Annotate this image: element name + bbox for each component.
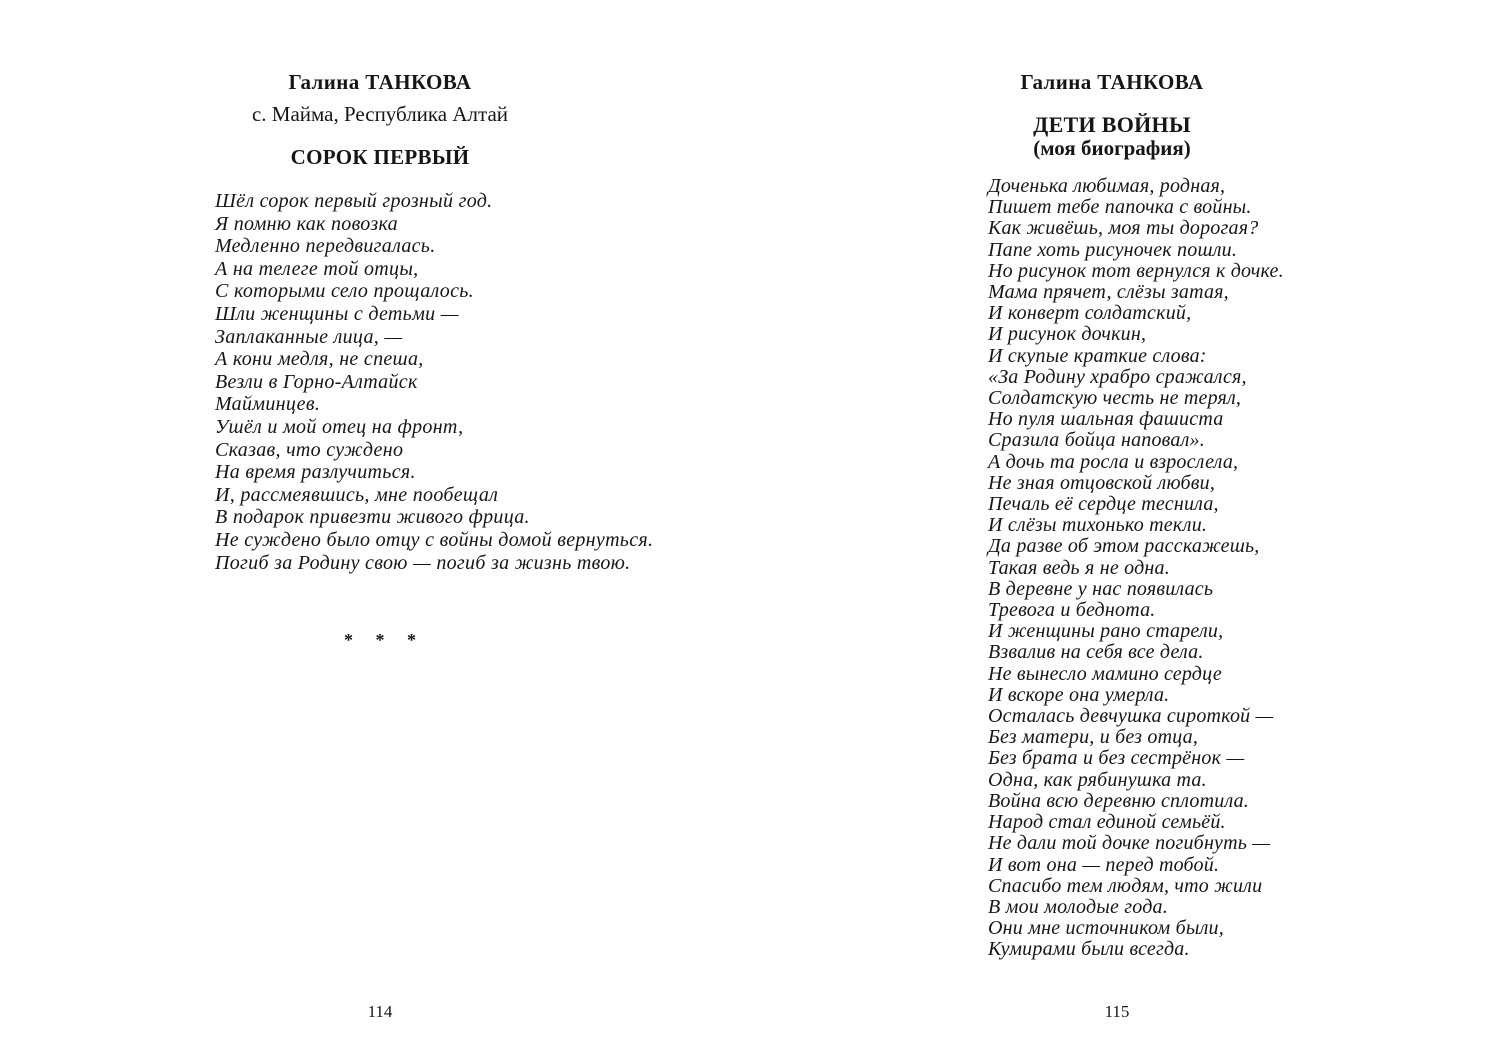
poem-line: И конверт солдатский,: [988, 302, 1192, 325]
page-number-right: 115: [1104, 1002, 1130, 1021]
poem-line: Мама прячет, слёзы затая,: [988, 281, 1229, 304]
poem-line: Я помню как повозка: [215, 212, 398, 235]
poem-line: Не суждено было отцу с войны домой вернуться.: [215, 528, 654, 551]
poem-line: И вот она — перед тобой.: [988, 853, 1220, 876]
poem-line: Без брата и без сестрёнок —: [988, 747, 1245, 770]
poem-line: Война всю деревню сплотила.: [988, 789, 1250, 812]
poem-line: Майминцев.: [215, 393, 321, 416]
poem-line: Погиб за Родину свою — погиб за жизнь твою.: [215, 551, 631, 574]
poem-line: Народ стал единой семьёй.: [988, 811, 1226, 834]
poem-line: А на телеге той отцы,: [215, 257, 419, 280]
poem-line: Шли женщины с детьми —: [215, 302, 459, 325]
poem-line: «За Родину храбро сражался,: [988, 365, 1247, 388]
poem-line: Осталась девчушка сироткой —: [988, 705, 1274, 728]
poem-line: И вскоре она умерла.: [988, 683, 1170, 706]
poem-line: Медленно передвигалась.: [215, 235, 436, 258]
author-location: с. Майма, Республика Алтай: [251, 102, 509, 126]
poem-line: Доченька любимая, родная,: [988, 175, 1226, 197]
poem-line: Пишет тебе папочка с войны.: [988, 196, 1252, 219]
poem-line: Не дали той дочке погибнуть —: [988, 832, 1271, 855]
poem-line: В подарок привезти живого фрица.: [215, 506, 530, 529]
poem-line: На время разлучиться.: [215, 461, 416, 484]
poem-line: Шёл сорок первый грозный год.: [215, 190, 493, 212]
poem-line: А кони медля, не спеша,: [215, 348, 424, 371]
poem-line: И, рассмеявшись, мне пообещал: [215, 483, 499, 506]
poem-line: В деревне у нас появилась: [988, 577, 1214, 600]
poem-line: И рисунок дочкин,: [988, 323, 1147, 346]
poem-line: С которыми село прощалось.: [215, 280, 474, 303]
poem-subtitle-right: (моя биография): [1033, 136, 1191, 160]
poem-line: Тревога и беднота.: [988, 599, 1156, 622]
poem-line: Да разве об этом расскажешь,: [988, 535, 1260, 558]
author-name-left: Галина ТАНКОВА: [288, 70, 472, 94]
poem-line: В мои молодые года.: [988, 895, 1168, 918]
poem-line: Не вынесло мамино сердце: [988, 662, 1222, 685]
poem-line: Не зная отцовской любви,: [988, 471, 1216, 494]
poem-line: Ушёл и мой отец на фронт,: [215, 415, 464, 438]
poem-line: Как живёшь, моя ты дорогая?: [988, 217, 1259, 240]
poem-line: Печаль её сердце теснила,: [988, 493, 1219, 516]
page-number-left: 114: [367, 1002, 393, 1021]
poem-line: И слёзы тихонько текли.: [988, 514, 1208, 537]
poem-line: Сказав, что суждено: [215, 438, 404, 461]
poem-body-right: [988, 176, 1428, 961]
poem-body-left: [215, 190, 695, 574]
poem-line: Солдатскую честь не терял,: [988, 387, 1242, 410]
poem-line: Кумирами были всегда.: [988, 938, 1190, 961]
poem-line: Но рисунок тот вернулся к дочке.: [988, 259, 1284, 282]
poem-line: Везли в Горно-Алтайск: [215, 370, 418, 393]
poem-line: И скупые краткие слова:: [988, 344, 1207, 367]
poem-line: А дочь та росла и взрослела,: [988, 450, 1239, 473]
poem-title-right: ДЕТИ ВОЙНЫ: [1033, 112, 1191, 137]
poem-line: Спасибо тем людям, что жили: [988, 874, 1263, 897]
poem-line: Одна, как рябинушка та.: [988, 768, 1207, 791]
poem-line: Без матери, и без отца,: [988, 726, 1199, 749]
poem-line: Взвалив на себя все дела.: [988, 641, 1204, 664]
poem-line: И женщины рано старели,: [988, 620, 1224, 643]
poem-line: Заплаканные лица, —: [215, 325, 403, 348]
poem-line: Но пуля шальная фашиста: [988, 408, 1224, 431]
poem-title-left: СОРОК ПЕРВЫЙ: [290, 145, 470, 169]
asterisk-separator: * * *: [344, 630, 425, 650]
poem-line: Папе хоть рисуночек пошли.: [988, 238, 1238, 261]
poem-line: Такая ведь я не одна.: [988, 556, 1170, 579]
poem-line: Они мне источником были,: [988, 917, 1224, 940]
author-name-right: Галина ТАНКОВА: [1020, 70, 1204, 94]
poem-line: Сразила бойца наповал».: [988, 429, 1205, 452]
